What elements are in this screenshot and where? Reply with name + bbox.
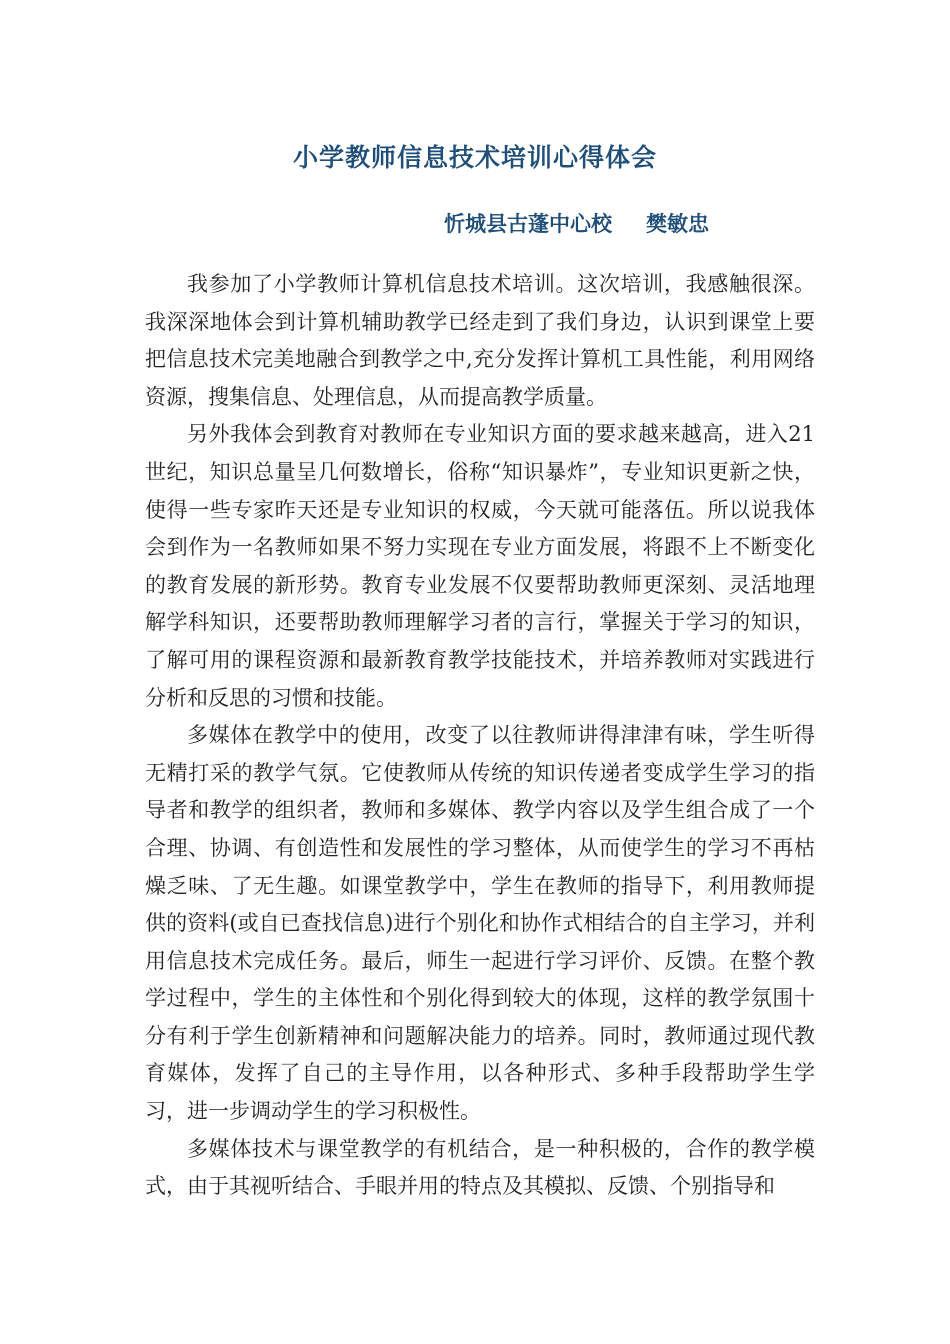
- paragraph: 多媒体技术与课堂教学的有机结合，是一种积极的，合作的教学模式，由于其视听结合、手眼并用的特点及其模拟、反馈、个别指导和: [145, 1136, 815, 1199]
- document-body: [145, 266, 815, 1206]
- author-byline: [444, 208, 709, 238]
- document-title: 小学教师信息技术培训心得体会: [292, 143, 657, 172]
- paragraph: 我参加了小学教师计算机信息技术培训。这次培训，我感触很深。我深深地体会到计算机辅助教学已经走到了我们身边，认识到课堂上要把信息技术完美地融合到教学之中,充分发挥计算机工具性能，利用网络资源，搜集信息、处理信息，从而提高教学质量。: [145, 272, 815, 409]
- paragraph: 多媒体在教学中的使用，改变了以往教师讲得津津有味，学生听得无精打采的教学气氛。它使教师从传统的知识传递者变成学生学习的指导者和教学的组织者，教师和多媒体、教学内容以及学生组合成了一个合理、协调、有创造性和发展性的学习整体，从而使学生的学习不再枯燥乏味、了无生趣。如课堂教学中，学生在教师的指导下，利用教师提供的资料(或自已查找信息)进行个别化和协作式相结合的自主学习，并利用信息技术完成任务。最后，师生一起进行学习评价、反馈。在整个教学过程中，学生的主体性和个别化得到较大的体现，这样的教学氛围十分有利于学生创新精神和问题解决能力的培养。同时，教师通过现代教育媒体，发挥了自己的主导作用，以各种形式、多种手段帮助学生学习，进一步调动学生的学习积极性。: [145, 723, 815, 1124]
- author-school: 忻城县古蓬中心校: [444, 211, 612, 236]
- author-name: 樊敏忠: [646, 211, 709, 236]
- paragraph: 另外我体会到教育对教师在专业知识方面的要求越来越高，进入21世纪，知识总量呈几何数增长，俗称“知识暴炸”，专业知识更新之快，使得一些专家昨天还是专业知识的权威，今天就可能落伍。所以说我体会到作为一名教师如果不努力实现在专业方面发展，将跟不上不断变化的教育发展的新形势。教育专业发展不仅要帮助教师更深刻、灵活地理解学科知识，还要帮助教师理解学习者的言行，掌握关于学习的知识，了解可用的课程资源和最新教育教学技能技术，并培养教师对实践进行分析和反思的习惯和技能。: [145, 422, 815, 710]
